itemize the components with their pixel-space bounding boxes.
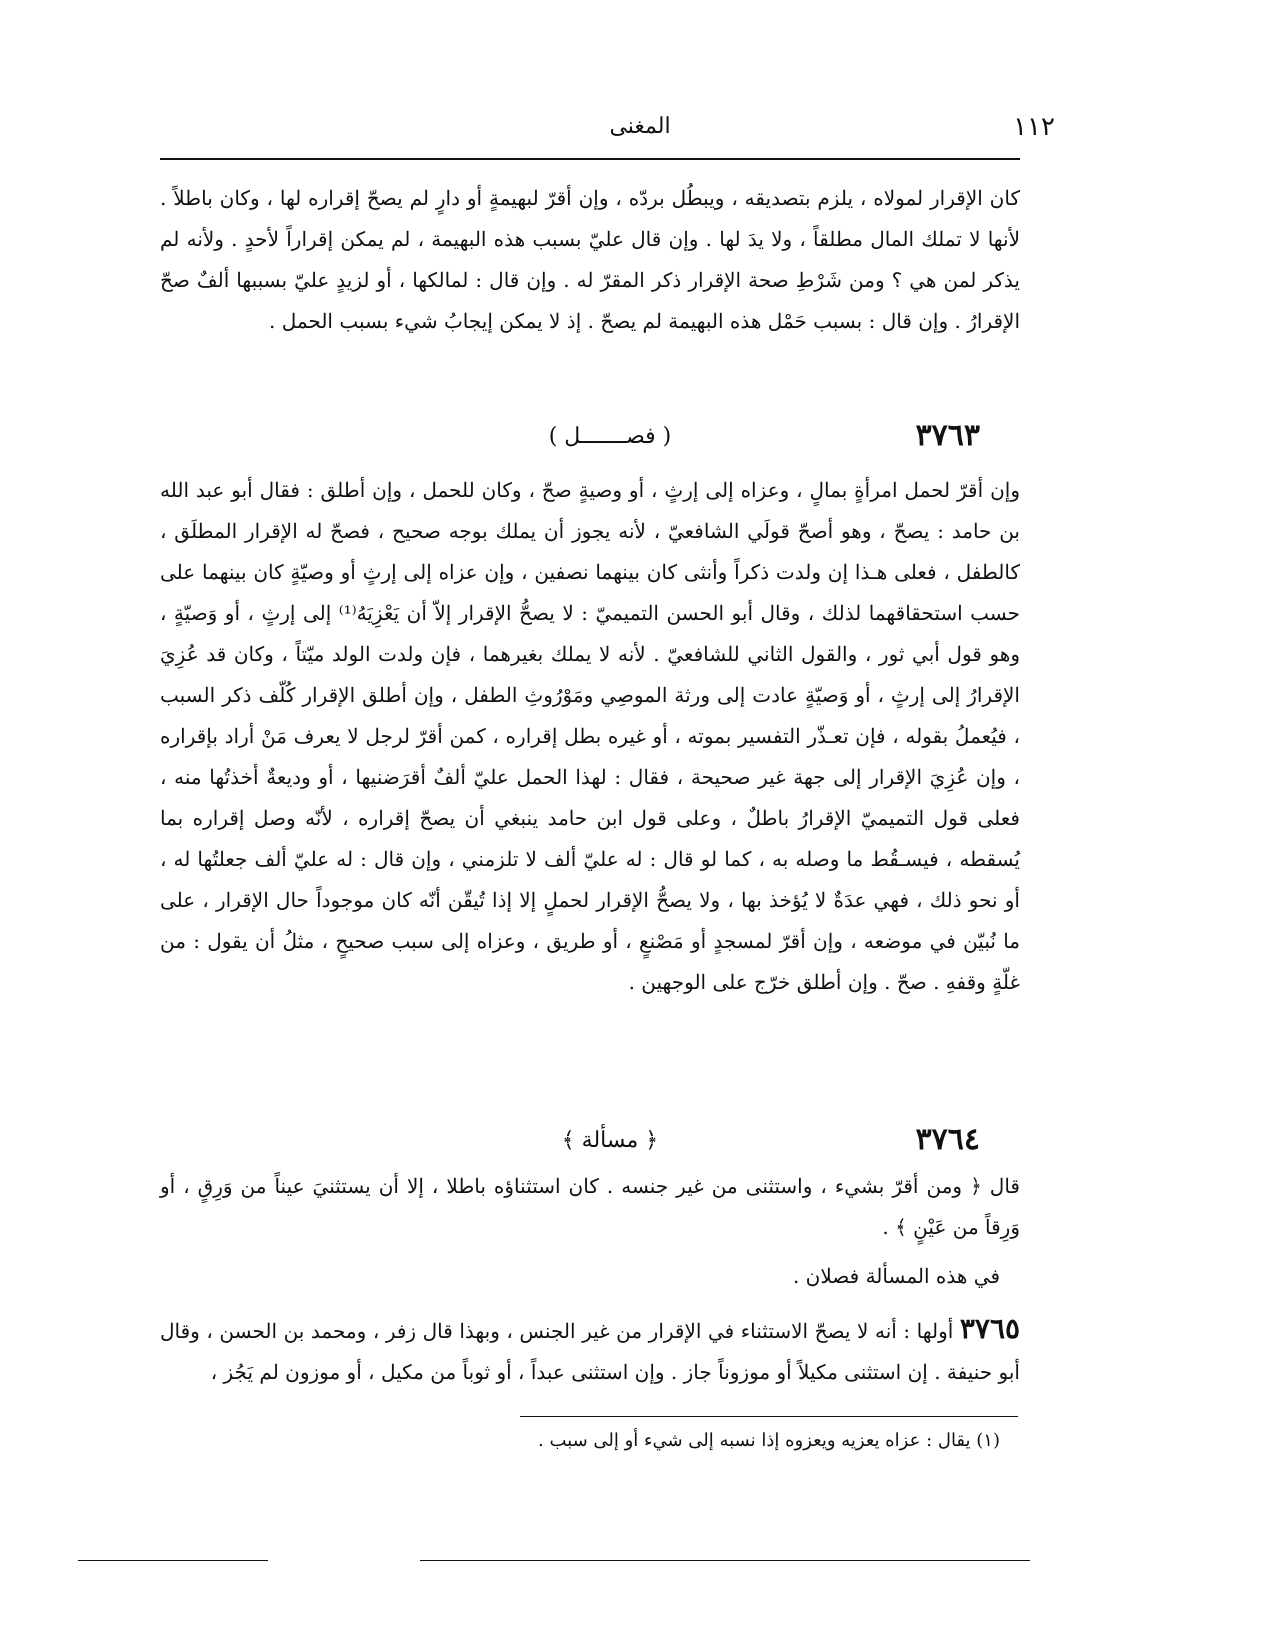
section-title: ( فصـــــــل ) — [548, 424, 672, 449]
paragraph-3765 — [160, 1308, 1020, 1393]
paragraph-fasl: وإن أقرّ لحمل امرأةٍ بمالٍ ، وعزاه إلى إرثٍ ، أو وصيةٍ صحّ ، وكان للحمل ، وإن أطلق : فقال أبو عبد الله بن حامد : يصحّ ، وهو أصحّ قولَي الشافعيّ ، لأنه يجوز أن يملك بوجه صحيح ، فصحّ له الإقرار المطلَق ، كالطفل ، فعلى هـذا إن ولدت ذكراً وأنثى كان بينهما نصفين ، وإن عزاه إلى إرثٍ أو وصيّةٍ كان بينهما على حسب استحقاقهما لذلك ، وقال أبو الحسن التميميّ : لا يصحُّ الإقرار إلاّ أن يَعْزِيَهُ⁽¹⁾ إلى إرثٍ ، أو وَصيّةٍ ، وهو قول أبي ثور ، والقول الثاني للشافعيّ . لأنه لا يملك بغيرهما ، فإن ولدت الولد ميّتاً ، وكان قد عُزِيَ الإقرارُ إلى إرثٍ ، أو وَصيّةٍ عادت إلى ورثة الموصِي ومَوْرُوثِ الطفل ، وإن أطلق الإقرار كُلّف ذكر السبب ، فيُعملُ بقوله ، فإن تعـذّر التفسير بموته ، أو غيره بطل إقراره ، كمن أقرّ لرجل لا يعرف مَنْ أراد بإقراره ، وإن عُزِيَ الإقرار إلى جهة غير صحيحة ، فقال : لهذا الحمل عليّ ألفٌ أقرَضنيها ، أو وديعةٌ أخذتُها منه ، فعلى قول التميميّ الإقرارُ باطلٌ ، وعلى قول ابن حامد ينبغي أن يصحّ إقراره ، لأنّه وصل إقراره بما يُسقطه ، فيسـقُط ما وصله به ، كما لو قال : له عليّ ألف لا تلزمني ، وإن قال : له عليّ ألف جعلتُها له ، أو نحو ذلك ، فهي عدَةٌ لا يُؤخذ بها ، ولا يصحُّ الإقرار لحملٍ إلا إذا تُيقّن أنّه كان موجوداً حال الإقرار ، على ما نُبيّن في موضعه ، وإن أقرّ لمسجدٍ أو مَصْنعٍ ، أو طريق ، وعزاه إلى سبب صحيحٍ ، مثلُ أن يقول : من غلّةٍ وقفهِ . صحّ . وإن أطلق خرّج على الوجهين . — [160, 478, 1020, 994]
header-rule — [160, 158, 1020, 160]
page-number: ١١٢ — [1013, 112, 1055, 142]
bottom-rule — [420, 1560, 1030, 1561]
bottom-rule — [78, 1560, 268, 1561]
footnote: (١) يقال : عزاه يعزيه ويعزوه إذا نسبه إلى شيء أو إلى سبب . — [538, 1430, 1000, 1451]
section-number: ٣٧٦٣ — [915, 418, 980, 453]
paragraph-text: أولها : أنه لا يصحّ الاستثناء في الإقرار من غير الجنس ، وبهذا قال زفر ، ومحمد بن الحسن ، وقال أبو حنيفة . إن استثنى مكيلاً أو موزوناً جاز . وإن استثنى عبداً ، أو ثوباً من مكيل ، أو موزون لم يَجُز ، — [160, 1319, 1020, 1384]
paragraph-continued: كان الإقرار لمولاه ، يلزم بتصديقه ، ويبطُل بردّه ، وإن أقرّ لبهيمةٍ أو دارٍ لم يصحّ إقراره لها ، وكان باطلاً . لأنها لا تملك المال مطلقاً ، ولا يدَ لها . وإن قال عليّ بسبب هذه البهيمة ، لم يمكن إقراراً لأحدٍ . ولأنه لم يذكر لمن هي ؟ ومن شَرْطِ صحة الإقرار ذكر المقرّ له . وإن قال : لمالكها ، أو لزيدٍ عليّ بسببها ألفٌ صحّ الإقرارُ . وإن قال : بسبب حَمْل هذه البهيمة لم يصحّ . إذ لا يمكن إيجابُ شيء بسبب الحمل . — [160, 186, 1020, 333]
section-number: ٣٧٦٥ — [959, 1312, 1021, 1345]
paragraph-note: في هذه المسألة فصلان . — [792, 1264, 1000, 1288]
paragraph-masala-text: قال ﴿ ومن أقرّ بشيء ، واستثنى من غير جنسه . كان استثناؤه باطلا ، إلا أن يستثنيَ عيناً من وَرِقٍ ، أو وَرِقاً من عَيْنٍ ﴾ . — [160, 1174, 1020, 1239]
footnote-rule — [520, 1416, 1018, 1417]
running-title: المغنى — [609, 114, 671, 139]
section-number: ٣٧٦٤ — [915, 1122, 980, 1157]
section-title: ﴿ مسألة ﴾ — [561, 1128, 659, 1153]
